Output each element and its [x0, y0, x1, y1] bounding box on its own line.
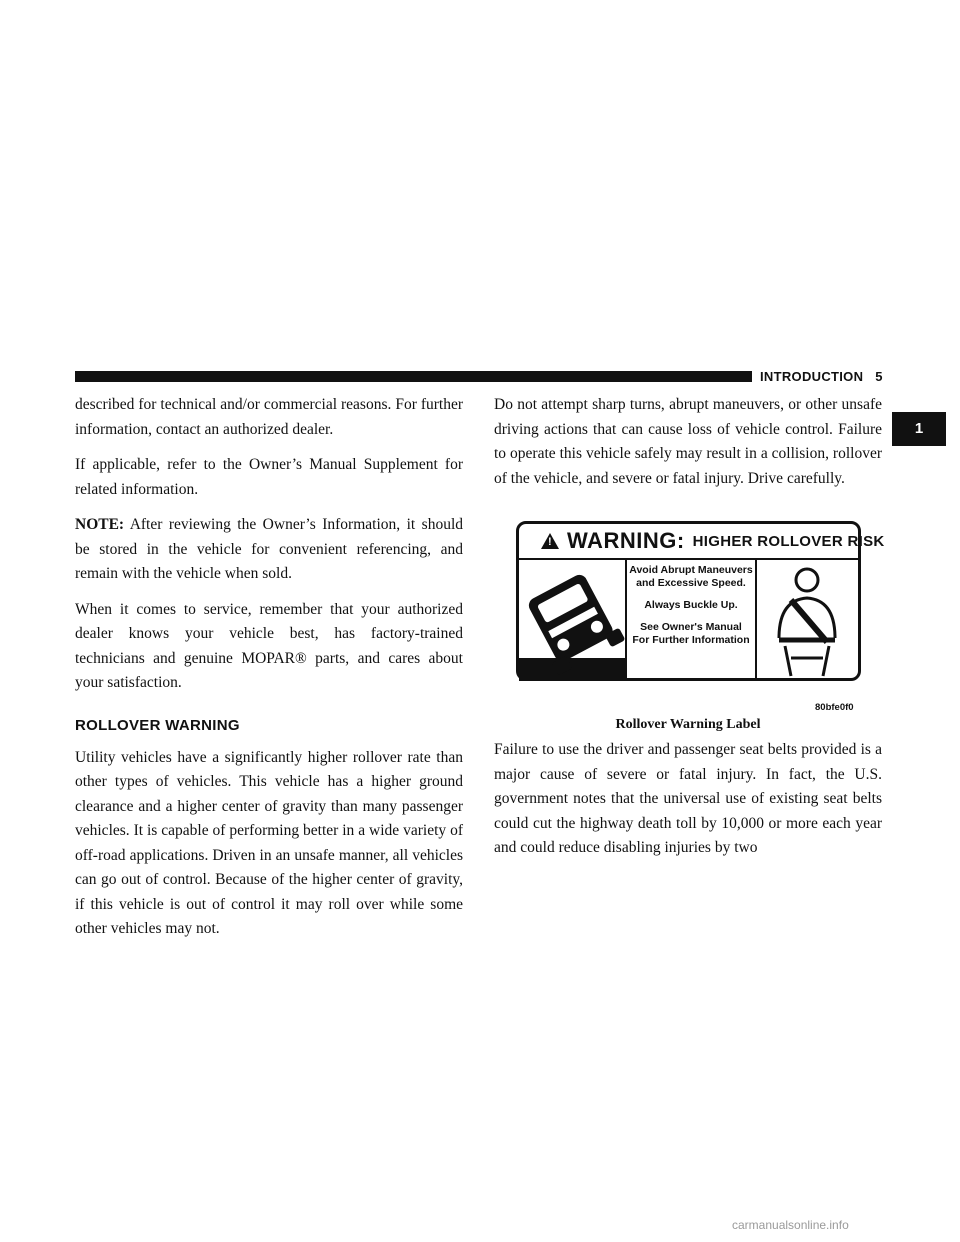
label-risk-text: HIGHER ROLLOVER RISK — [692, 532, 885, 550]
right-column — [494, 393, 882, 502]
right-column-continued — [494, 738, 882, 872]
running-header — [760, 368, 883, 386]
note-text: After reviewing the Owner’s Information, it should be stored in the vehicle for convenient referencing, and remain with the vehicle when sold. — [75, 516, 463, 582]
header-rule — [75, 371, 752, 382]
paragraph: Utility vehicles have a significantly higher rollover rate than other types of vehicles. This vehicle has a higher ground clearance and a higher center of gravity than many passenger vehicles. It is capable of performing better in a wide variety of off-road applications. Driven in an unsafe manner, all vehicles can go out of control. Because of the higher center of gravity, if this vehicle is out of control it may roll over while some other vehicles may not. — [75, 748, 463, 937]
label-line: See Owner's Manual — [640, 621, 742, 633]
label-body — [519, 560, 858, 681]
section-title: INTRODUCTION — [760, 369, 864, 384]
paragraph: Do not attempt sharp turns, abrupt maneuvers, or other unsafe driving actions that can cause loss of vehicle control. Failure to operate this vehicle safely may result in a collision, rollover of the vehicle, and severe or fatal injury. Drive carefully. — [494, 396, 882, 487]
seatbelt-icon — [757, 560, 858, 681]
rollover-vehicle-icon — [519, 560, 627, 681]
label-line: and Excessive Speed. — [636, 577, 746, 589]
warning-triangle-icon — [541, 533, 559, 549]
page-number: 5 — [875, 369, 883, 384]
section-heading: ROLLOVER WARNING — [75, 716, 240, 734]
label-line: Avoid Abrupt Maneuvers — [629, 564, 753, 576]
note-paragraph — [75, 513, 463, 587]
figure-caption: Rollover Warning Label — [615, 717, 761, 732]
paragraph: Failure to use the driver and passenger seat belts provided is a major cause of severe or fatal injury. In fact, the U.S. government notes that the universal use of existing seat belts could cut the highway death toll by 10,000 or more each year and could reduce disabling injuries by two — [494, 741, 882, 856]
note-label: NOTE: — [75, 516, 125, 533]
footer-watermark: carmanualsonline.info — [732, 1218, 849, 1232]
label-line: For Further Information — [632, 634, 750, 646]
rollover-vehicle-graphic — [519, 560, 625, 681]
label-line: Always Buckle Up. — [644, 599, 738, 611]
label-instructions — [627, 560, 757, 681]
seatbelt-graphic — [757, 560, 857, 681]
label-header — [519, 524, 885, 560]
paragraph: When it comes to service, remember that your authorized dealer knows your vehicle best, has factory-trained technicians and genuine MOPAR® parts, and cares about your satisfaction. — [75, 600, 463, 691]
paragraph: described for technical and/or commercial reasons. For further information, contact an authorized dealer. — [75, 396, 463, 438]
left-column — [75, 393, 463, 953]
figure-code: 80bfe0f0 — [815, 702, 854, 713]
rollover-warning-label — [516, 521, 885, 681]
chapter-tab: 1 — [892, 412, 946, 446]
paragraph: If applicable, refer to the Owner’s Manual Supplement for related information. — [75, 456, 463, 498]
label-warning-word: WARNING: — [567, 528, 685, 553]
